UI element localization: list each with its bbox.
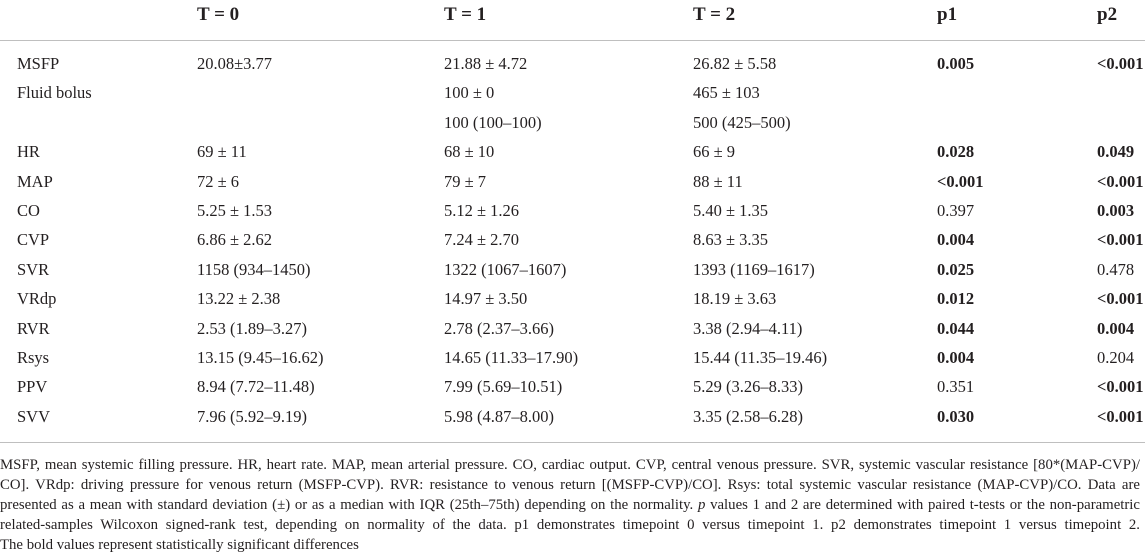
p2-value: 0.003	[1097, 200, 1135, 220]
table-row	[0, 108, 1145, 137]
p1-value: 0.004	[937, 230, 975, 250]
p1-value: 0.012	[937, 289, 975, 309]
table-header-row	[0, 0, 1145, 41]
t0-value: 7.96 (5.92–9.19)	[197, 406, 307, 426]
row-label: Rsys	[17, 347, 50, 367]
footnote-text: values 1 and 2 are determined with paired t-tests or the non-parametric	[710, 497, 1140, 514]
t1-value: 100 (100–100)	[444, 112, 542, 132]
t0-value: 8.94 (7.72–11.48)	[197, 377, 315, 397]
footnote-text: CO]. VRdp: driving pressure for venous return (MSFP-CVP). RVR: resistance to venous return [(MSFP-CVP)/CO]. Rsys: total systemic vascular resistance (MAP-CVP)/CO. Data are	[0, 477, 1140, 494]
p1-value: 0.005	[937, 54, 975, 73]
header-t1: T = 1	[444, 4, 487, 25]
p1-value: 0.025	[937, 259, 975, 279]
p2-value: <0.001	[1097, 171, 1144, 191]
t0-value: 1158 (934–1450)	[197, 259, 311, 279]
t2-value: 465 ± 103	[693, 83, 760, 103]
row-label: SVV	[17, 406, 51, 426]
p1-value	[937, 108, 1097, 137]
footnote-line	[0, 495, 1140, 515]
table-row	[0, 196, 1145, 225]
t2-value: 8.63 ± 3.35	[693, 230, 769, 250]
header-t0: T = 0	[197, 4, 240, 25]
t0-value: 69 ± 11	[197, 142, 247, 162]
t1-value: 7.99 (5.69–10.51)	[444, 377, 563, 397]
table-body	[0, 41, 1145, 443]
p2-value: <0.001	[1097, 406, 1144, 426]
t2-value: 5.40 ± 1.35	[693, 200, 769, 220]
p2-value: 0.478	[1097, 259, 1135, 279]
header-blank-cell	[0, 0, 197, 40]
t0-value	[197, 78, 444, 107]
t0-value	[197, 108, 444, 137]
footnote-text: presented as a mean with standard deviation (±) or as a median with IQR (25th–75th) depending on the normality.	[0, 497, 694, 514]
footnote-text: The bold values represent statistically significant differences	[0, 537, 359, 554]
t2-value: 500 (425–500)	[693, 112, 791, 132]
t1-value: 5.98 (4.87–8.00)	[444, 406, 554, 426]
p2-value: <0.001	[1097, 54, 1144, 73]
t0-value: 5.25 ± 1.53	[197, 200, 273, 220]
p1-value: 0.030	[937, 406, 975, 426]
table-row	[0, 343, 1145, 372]
row-label: RVR	[17, 318, 50, 338]
t2-value: 15.44 (11.35–19.46)	[693, 347, 828, 367]
t0-value: 13.22 ± 2.38	[197, 289, 281, 309]
header-p1: p1	[937, 4, 958, 25]
footnote-text: related-samples Wilcoxon signed-rank test, depending on normality of the data. p1 demonstrates timepoint 0 versus timepoint 1. p2 demonstrates timepoint 1 versus timepoint 2.	[0, 517, 1140, 534]
p2-value	[1097, 108, 1145, 137]
p2-value: <0.001	[1097, 230, 1144, 250]
table-row	[0, 137, 1145, 166]
table-row	[0, 225, 1145, 254]
t0-value: 2.53 (1.89–3.27)	[197, 318, 307, 338]
table-row	[0, 402, 1145, 431]
t1-value: 100 ± 0	[444, 83, 495, 103]
p2-value: 0.049	[1097, 142, 1135, 162]
p1-value: 0.004	[937, 347, 975, 367]
row-label: Fluid bolus	[17, 83, 92, 103]
t2-value: 18.19 ± 3.63	[693, 289, 777, 309]
t1-value: 1322 (1067–1607)	[444, 259, 567, 279]
t2-value: 3.35 (2.58–6.28)	[693, 406, 803, 426]
footnote-line	[0, 515, 1140, 535]
t1-value: 21.88 ± 4.72	[444, 54, 528, 73]
t2-value: 5.29 (3.26–8.33)	[693, 377, 803, 397]
footnote-text: MSFP, mean systemic filling pressure. HR, heart rate. MAP, mean arterial pressure. CO, cardiac output. CVP, central venous pressure. SVR, systemic vascular resistance [80*(MAP-CVP)/	[0, 457, 1140, 474]
t1-value: 7.24 ± 2.70	[444, 230, 520, 250]
t2-value: 3.38 (2.94–4.11)	[693, 318, 803, 338]
t0-value: 72 ± 6	[197, 171, 240, 191]
footnote-line	[0, 455, 1140, 475]
row-label	[0, 108, 197, 137]
table-row	[0, 314, 1145, 343]
p1-value: 0.397	[937, 200, 975, 220]
t2-value: 88 ± 11	[693, 171, 743, 191]
row-label: VRdp	[17, 289, 57, 309]
t1-value: 2.78 (2.37–3.66)	[444, 318, 554, 338]
t0-value: 6.86 ± 2.62	[197, 230, 273, 250]
footnote-line	[0, 475, 1140, 495]
t0-value: 13.15 (9.45–16.62)	[197, 347, 324, 367]
table-row	[0, 284, 1145, 313]
t2-value: 26.82 ± 5.58	[693, 54, 777, 73]
p2-value	[1097, 78, 1145, 107]
footnote-line	[0, 535, 1140, 555]
footnote-italic-p: p	[697, 497, 706, 514]
row-label: SVR	[17, 259, 50, 279]
table-row	[0, 372, 1145, 401]
p2-value: <0.001	[1097, 289, 1144, 309]
t2-value: 1393 (1169–1617)	[693, 259, 815, 279]
header-t2: T = 2	[693, 4, 736, 25]
p1-value	[937, 78, 1097, 107]
row-label: CVP	[17, 230, 50, 250]
row-label: PPV	[17, 377, 48, 397]
row-label: CO	[17, 200, 40, 220]
p1-value: <0.001	[937, 171, 984, 191]
t1-value: 5.12 ± 1.26	[444, 200, 520, 220]
table-row	[0, 49, 1145, 78]
t1-value: 68 ± 10	[444, 142, 495, 162]
table-row	[0, 255, 1145, 284]
row-label: HR	[17, 142, 40, 162]
t0-value: 20.08±3.77	[197, 54, 273, 73]
row-label: MSFP	[17, 54, 60, 73]
t1-value: 79 ± 7	[444, 171, 487, 191]
p1-value: 0.351	[937, 377, 975, 397]
t1-value: 14.97 ± 3.50	[444, 289, 528, 309]
p2-value: <0.001	[1097, 377, 1144, 397]
table-row	[0, 167, 1145, 196]
p1-value: 0.044	[937, 318, 975, 338]
t1-value: 14.65 (11.33–17.90)	[444, 347, 579, 367]
t2-value: 66 ± 9	[693, 142, 736, 162]
p1-value: 0.028	[937, 142, 975, 162]
row-label: MAP	[17, 171, 53, 191]
p2-value: 0.004	[1097, 318, 1135, 338]
table-row	[0, 78, 1145, 107]
table-footnote	[0, 443, 1140, 555]
header-p2: p2	[1097, 4, 1118, 25]
p2-value: 0.204	[1097, 347, 1135, 367]
